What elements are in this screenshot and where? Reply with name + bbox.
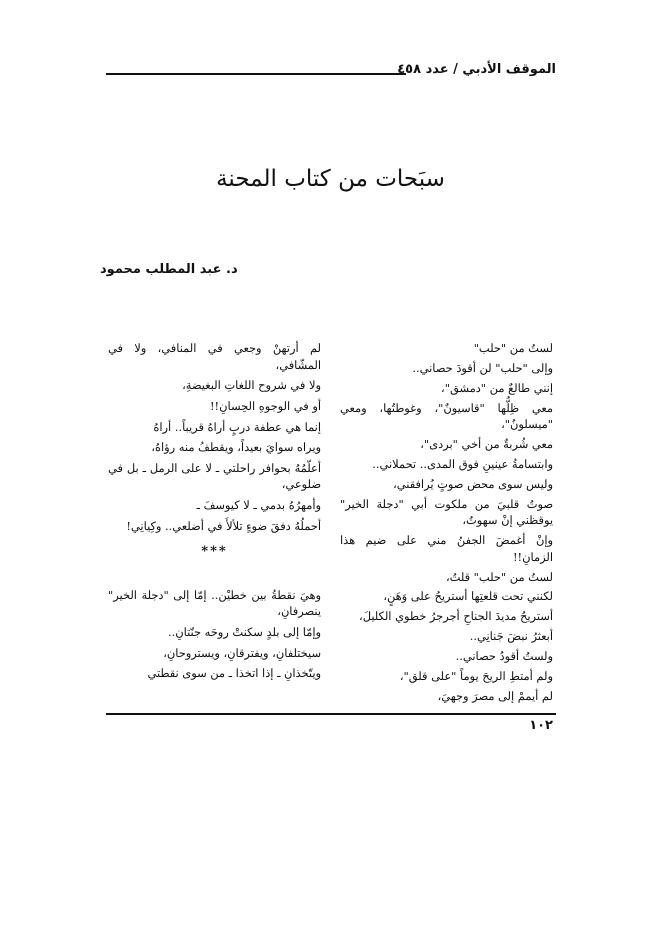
poem-line: ولا في شروح اللغاتِ البغيضةِ،	[182, 378, 321, 393]
poem-line: ويتّخذانِ ـ إذا اتخذا ـ من سوى نقطتي	[147, 666, 321, 681]
poem-line: لستُ من "حلب"	[473, 341, 553, 355]
poem-line: وأمهرُهُ بدمي ـ لا كيوسفَ ـ	[196, 498, 321, 513]
poem-line: صوتُ قلبيَ من ملكوت أبي "دجلة الخير" يوقظني إنْ سهوتُ،	[340, 496, 553, 528]
poem-line: وهيَ نقطةُ بين خطيْن.. إمّا إلى "دجلة الخير" ينصرفانِ،	[108, 587, 321, 619]
poem-line: وإنْ أغمضَ الجفنُ مني على ضيم هذا الزمانِ!!	[340, 533, 553, 564]
header-rule	[106, 73, 406, 75]
section-separator: ***	[201, 544, 228, 560]
poem-line: وإلى "حلب" لن أقودَ حصاني..	[412, 360, 553, 375]
page-number: ١٠٢	[529, 718, 553, 733]
poem-line: إنما هي عطفة دربٍ أراهُ قريباً.. أراهُ	[153, 419, 321, 434]
article-title: سبَحات من كتاب المحنة	[216, 166, 445, 192]
article-author: د. عبد المطلب محمود	[100, 262, 238, 277]
poem-line: معي شُربةٌ من أخي "بردى"،	[420, 437, 553, 452]
poem-line: لم أيممْ إلى مصرَ وجهيَ،	[437, 688, 553, 703]
poem-line: وإمّا إلى بلدٍ سكنتْ روحَه جنّتانِ..	[168, 625, 321, 639]
poem-line: وليس سوى محض صوتٍ يُرافقني،	[393, 476, 553, 491]
poem-line: وابتسامةُ عينينِ فوق المدى.. تحملاني..	[372, 456, 553, 471]
poem-line: سيختلفانِ، ويفترقانِ، ويستروحانِ،	[163, 645, 321, 660]
poem-line: لم أرتهنْ وجعي في المنافي، ولا في المشّافي،	[108, 341, 321, 372]
poem-line: أعلّمُهُ بحوافر راحلتي ـ لا على الرمل ـ بل في ضلوعي،	[108, 460, 321, 492]
poem-line: أبعثرُ نبضَ جَنانِي..	[469, 629, 553, 644]
footer-rule	[106, 713, 556, 715]
running-title: الموقف الأدبي / عدد ٤٥٨	[391, 62, 556, 77]
poem-column-right	[340, 340, 553, 708]
poem-line: أستريحُ مديدَ الجناحِ أجرجرُ خطوي الكليلَ،	[359, 609, 553, 624]
poem-line: أو في الوجوهِ الحِسانِ!!	[209, 398, 321, 413]
poem-line: إنني طالعٌ من "دمشق"،	[441, 380, 553, 395]
poem-line: لستُ من "حلب" قلتُ،	[445, 569, 553, 584]
poem-line: ولم أمتطِ الريحَ يوماً "على قلق"،	[399, 668, 553, 683]
poem-column-left	[108, 340, 321, 686]
poem-line: معي ظِلُّها "قاسيونٌ"، وغوطتُها، ومعي "ميسلونُ"،	[340, 400, 553, 432]
running-header	[106, 62, 556, 84]
poem-line: ويراه سوايَ بعيداً، ويقطفُ منه رؤاهُ،	[151, 440, 321, 455]
poem-line: أحملُهُ دفقَ ضوءٍ تلألأَ في أضلعي.. وكِيانِي!	[126, 518, 321, 533]
poem-line: لكنني تحت قلعتِها أستريحُ على وَهَنٍ،	[383, 589, 553, 604]
poem-line: ولستُ أقودُ حصاني..	[455, 649, 553, 664]
